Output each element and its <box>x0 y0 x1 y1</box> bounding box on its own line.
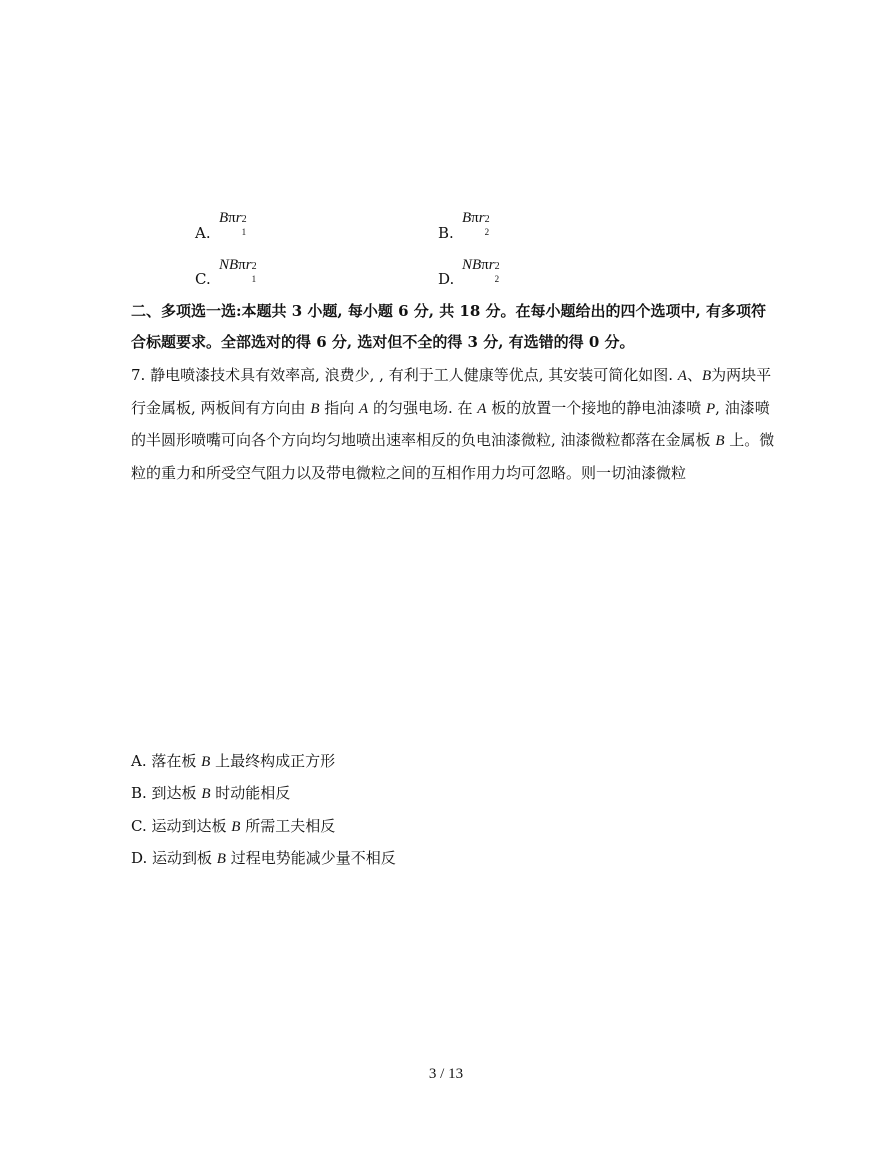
section-heading: 二、多项选一选:本题共 3 小题, 每小题 6 分, 共 18 分。在每小题给出的四个选项中, 有多项符合标题要求。全部选对的得 6 分, 选对但不全的得 3 分, 有选错的得 0 分。 <box>131 302 766 351</box>
formula-prefix: B <box>462 210 472 226</box>
formula-sup: 2 <box>241 214 247 225</box>
formula-sub: 1 <box>241 227 247 237</box>
page-number: 3 / 13 <box>428 1066 464 1082</box>
variable-b: B <box>231 819 241 835</box>
variable-p: P <box>706 400 716 417</box>
answer-text: 时动能相反 <box>210 784 291 802</box>
text-run: 指向 <box>319 398 360 417</box>
text-run: 板的放置一个接地的静电油漆喷 <box>486 398 706 417</box>
formula-sub: 1 <box>251 274 257 284</box>
answer-text: 过程电势能减少量不相反 <box>225 849 396 867</box>
formula-var: r <box>488 257 495 273</box>
answer-text: 上最终构成正方形 <box>210 752 336 770</box>
variable-b: B <box>201 786 211 802</box>
text-run: 为两块平行金属板, 两板间有方向由 <box>131 366 772 417</box>
formula-sup: 2 <box>251 261 257 272</box>
answer-text: B. 到达板 <box>131 784 202 802</box>
answer-option-b[interactable] <box>131 783 290 804</box>
text-run: 上。微粒的重力和所受空气阻力以及带电微粒之间的互相作用力均可忽略。则一切油漆微粒 <box>131 431 775 482</box>
option-c-formula <box>219 257 260 284</box>
formula-prefix: NB <box>462 257 482 273</box>
formula-var: r <box>245 257 252 273</box>
option-d-label: D. <box>438 270 455 288</box>
variable-b: B <box>201 754 211 770</box>
answer-text: D. 运动到板 <box>131 849 217 867</box>
answer-option-a[interactable] <box>131 751 335 772</box>
formula-sup: 2 <box>484 214 490 225</box>
answer-option-c[interactable] <box>131 816 335 837</box>
formula-pi: π <box>238 257 246 273</box>
option-b-formula <box>462 210 493 237</box>
answer-text: 所需工夫相反 <box>240 817 336 835</box>
variable-b: B <box>715 433 725 449</box>
question-7-text <box>131 360 781 489</box>
variable-b: B <box>701 368 712 384</box>
answer-text: C. 运动到达板 <box>131 817 232 835</box>
answer-option-d[interactable] <box>131 848 396 869</box>
text-run: 、 <box>686 366 702 384</box>
answer-text: A. 落在板 <box>131 752 202 770</box>
formula-sub: 2 <box>494 274 500 284</box>
option-b-label: B. <box>438 224 454 242</box>
option-c-label: C. <box>195 270 211 288</box>
formula-sup: 2 <box>494 261 500 272</box>
formula-pi: π <box>228 210 236 226</box>
option-a-label: A. <box>195 224 211 242</box>
text-run: 7. 静电喷漆技术具有效率高, 浪费少, , 有利于工人健康等优点, 其安装可简化如图. <box>131 366 678 384</box>
formula-prefix: B <box>219 210 229 226</box>
formula-pi: π <box>471 210 479 226</box>
variable-a: A <box>477 400 487 417</box>
variable-b: B <box>216 851 226 867</box>
variable-a: A <box>677 368 687 384</box>
variable-a: A <box>359 400 369 417</box>
variable-b: B <box>310 400 320 417</box>
text-run: , 油漆喷的半圆形喷嘴可向各个方向均匀地喷出速率相反的负电油漆微粒, 油漆微粒都落在金属板 <box>131 398 770 449</box>
formula-pi: π <box>481 257 489 273</box>
formula-var: r <box>478 210 485 226</box>
formula-var: r <box>235 210 242 226</box>
option-d-formula <box>462 257 503 284</box>
text-run: 的匀强电场. 在 <box>368 398 478 417</box>
option-a-formula <box>219 210 250 237</box>
formula-sub: 2 <box>484 227 490 237</box>
formula-prefix: NB <box>219 257 239 273</box>
